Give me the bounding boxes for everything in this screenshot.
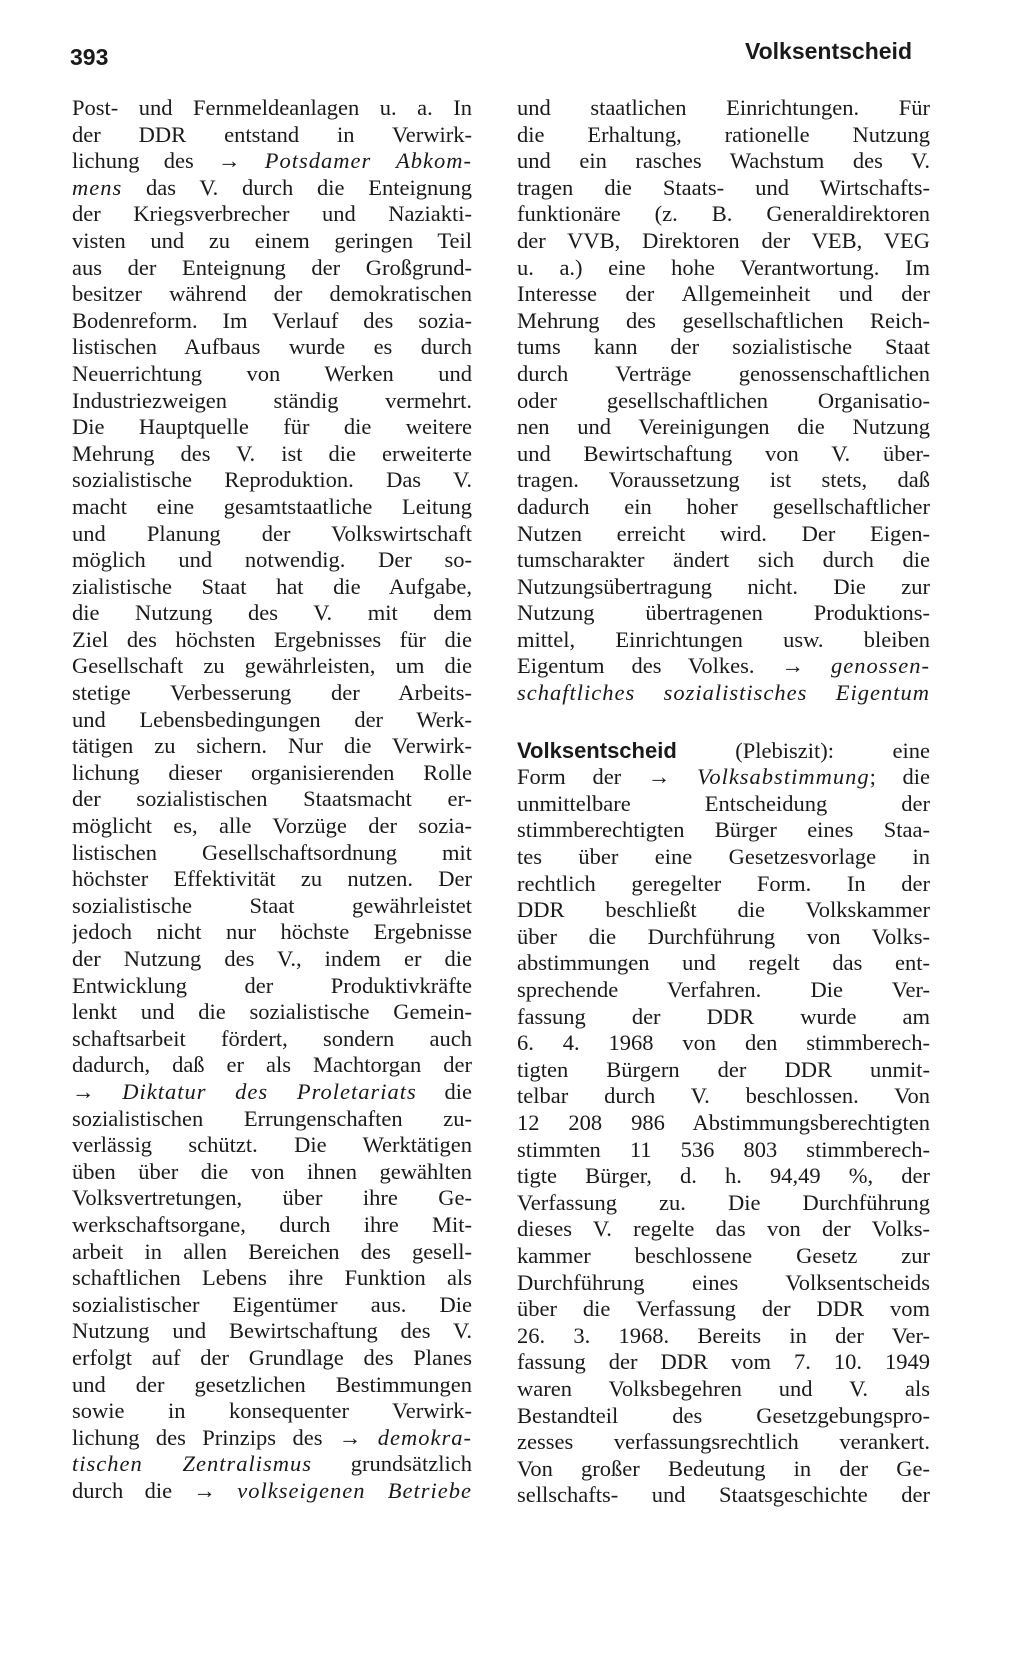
text-line (517, 388, 930, 415)
text-run: besitzer während der demokratischen (72, 281, 472, 307)
text-run: unmittelbare Entscheidung der (517, 790, 930, 816)
cross-reference: genossen- (831, 653, 930, 679)
text-line (72, 1318, 472, 1345)
text-run: über die Verfassung der DDR vom (517, 1296, 930, 1322)
text-line (72, 361, 472, 388)
text-run: die Nutzung des V. mit dem (72, 600, 472, 626)
text-line (72, 733, 472, 760)
text-run: oder gesellschaftlichen Organisatio- (517, 387, 930, 413)
text-run: dieses V. regelte das von der Volks- (517, 1216, 930, 1242)
text-line (517, 791, 930, 818)
text-line (72, 201, 472, 228)
text-run: 6. 4. 1968 von den stimmberech- (517, 1030, 930, 1056)
text-run: erfolgt auf der Grundlage des Planes (72, 1344, 472, 1370)
text-run: tätigen zu sichern. Nur die Verwirk- (72, 733, 472, 759)
text-run: Ziel des höchsten Ergebnisses für die (72, 626, 472, 652)
text-run: höchster Effektivität zu nutzen. Der (72, 866, 472, 892)
text-line (72, 1106, 472, 1133)
text-line (517, 1270, 930, 1297)
text-run: listischen Gesellschaftsordnung mit (72, 839, 472, 865)
text-line (517, 653, 930, 680)
text-run: tes über eine Gesetzesvorlage in (517, 844, 930, 870)
text-run: üben über die von ihnen gewählten (72, 1158, 472, 1184)
text-line (72, 1185, 472, 1212)
text-run: telbar durch V. beschlossen. Von (517, 1083, 930, 1109)
text-run: Mehrung des gesellschaftlichen Reich- (517, 307, 930, 333)
text-line (72, 1398, 472, 1425)
text-run: Neuerrichtung von Werken und (72, 360, 472, 386)
right-column (517, 95, 930, 1509)
text-run: → (72, 1078, 123, 1104)
text-run: listischen Aufbaus wurde es durch (72, 334, 472, 360)
text-line (72, 627, 472, 654)
text-line (72, 1239, 472, 1266)
text-line (517, 467, 930, 494)
text-run: sozialistische Reproduktion. Das V. (72, 467, 472, 493)
text-run: Interesse der Allgemeinheit und der (517, 281, 930, 307)
text-run: mittel, Einrichtungen usw. bleiben (517, 626, 930, 652)
text-run: sozialistischen Errungenschaften zu- (72, 1105, 472, 1131)
text-run: jedoch nicht nur höchste Ergebnisse (72, 919, 472, 945)
text-run: werkschaftsorgane, durch ihre Mit- (72, 1211, 472, 1237)
text-run: Eigentum des Volkes. → (517, 653, 832, 679)
text-run: schaftlichen Lebens ihre Funktion als (72, 1265, 472, 1291)
text-line (517, 122, 930, 149)
text-line (517, 844, 930, 871)
text-line (517, 308, 930, 335)
text-run: tumscharakter ändert sich durch die (517, 547, 930, 573)
cross-reference: demokra- (377, 1424, 472, 1450)
text-line (72, 1132, 472, 1159)
text-line (517, 1323, 930, 1350)
text-run: Post- und Fernmeldeanlagen u. a. In (72, 95, 472, 120)
text-line (517, 1163, 930, 1190)
text-line (72, 1372, 472, 1399)
text-line (72, 946, 472, 973)
text-line (517, 1403, 930, 1430)
text-line (72, 760, 472, 787)
text-line (517, 950, 930, 977)
text-run: grundsätzlich (312, 1451, 472, 1477)
text-run: sozialistische Staat gewährleistet (72, 892, 472, 918)
text-line (72, 866, 472, 893)
text-run: DDR beschließt die Volkskammer (517, 897, 930, 923)
text-line (72, 1292, 472, 1319)
running-head: Volksentscheid (744, 38, 912, 64)
text-line (517, 600, 930, 627)
text-run: Nutzung übertragenen Produktions- (517, 600, 930, 626)
text-line (517, 1057, 930, 1084)
text-run: nen und Vereinigungen die Nutzung (517, 414, 930, 440)
text-line (72, 175, 472, 202)
text-line (517, 547, 930, 574)
text-run: das V. durch die Enteignung (122, 174, 472, 200)
text-run: (Plebiszit): eine (676, 737, 930, 763)
text-run: und Lebensbedingungen der Werk- (72, 706, 472, 732)
text-line (517, 817, 930, 844)
cross-reference: volkseigenen Betriebe (237, 1477, 472, 1503)
text-run: Nutzung und Bewirtschaftung des V. (72, 1318, 472, 1344)
text-run: ; die (869, 764, 930, 790)
entry-gap (517, 707, 930, 738)
text-run: und Planung der Volkswirtschaft (72, 520, 472, 546)
text-line (517, 1296, 930, 1323)
text-line (517, 764, 930, 791)
text-run: fassung der DDR wurde am (517, 1003, 930, 1029)
left-column-lines (72, 95, 472, 1504)
text-run: tragen. Voraussetzung ist stets, daß (517, 467, 930, 493)
text-run: lichung des Prinzips des → (72, 1424, 378, 1450)
text-line (72, 999, 472, 1026)
text-run: tragen die Staats- und Wirtschafts- (517, 174, 930, 200)
text-line (72, 148, 472, 175)
text-line (517, 871, 930, 898)
text-line (517, 1243, 930, 1270)
cross-reference: Volksabstimmung (697, 764, 870, 790)
text-line (517, 1083, 930, 1110)
text-line (517, 1482, 930, 1509)
text-line (517, 738, 930, 765)
text-run: stetige Verbesserung der Arbeits- (72, 680, 472, 706)
text-line (517, 281, 930, 308)
text-line (517, 1456, 930, 1483)
text-run: der sozialistischen Staatsmacht er- (72, 786, 472, 812)
text-run: lenkt und die sozialistische Gemein- (72, 999, 472, 1025)
text-line (72, 388, 472, 415)
text-run: kammer beschlossene Gesetz zur (517, 1242, 930, 1268)
text-run: waren Volksbegehren und V. als (517, 1375, 930, 1401)
text-run: schaftsarbeit fördert, sondern auch (72, 1025, 472, 1051)
text-line (517, 1429, 930, 1456)
text-run: funktionäre (z. B. Generaldirektoren (517, 201, 930, 227)
entry-volksentscheid (517, 738, 930, 1509)
text-run: Verfassung zu. Die Durchführung (517, 1189, 930, 1215)
left-column (72, 95, 472, 1504)
text-line (72, 494, 472, 521)
text-run: Von großer Bedeutung in der Ge- (517, 1455, 930, 1481)
text-line (517, 924, 930, 951)
text-run: der Nutzung des V., indem er die (72, 946, 472, 971)
text-run: sellschafts- und Staatsgeschichte der (517, 1482, 930, 1508)
text-run: der VVB, Direktoren der VEB, VEG (517, 227, 930, 253)
text-run: aus der Enteignung der Großgrund- (72, 254, 472, 280)
text-run: sozialistischer Eigentümer aus. Die (72, 1291, 472, 1317)
text-line (517, 361, 930, 388)
text-run: stimmberechtigten Bürger eines Staa- (517, 817, 930, 843)
text-run: 26. 3. 1968. Bereits in der Ver- (517, 1322, 930, 1348)
text-run: Mehrung des V. ist die erweiterte (72, 440, 472, 466)
text-line (72, 1026, 472, 1053)
text-line (517, 1137, 930, 1164)
text-line (72, 1265, 472, 1292)
text-line (72, 680, 472, 707)
text-run: Nutzungsübertragung nicht. Die zur (517, 573, 930, 599)
text-line (517, 1190, 930, 1217)
text-line (517, 175, 930, 202)
text-run: sowie in konsequenter Verwirk- (72, 1398, 472, 1424)
text-line (72, 973, 472, 1000)
text-line (517, 414, 930, 441)
cross-reference: Diktatur des Proletariats (122, 1078, 417, 1104)
cross-reference: tischen Zentralismus (72, 1451, 313, 1477)
text-line (72, 95, 472, 122)
text-run: tums kann der sozialistische Staat (517, 334, 930, 360)
text-line (517, 1004, 930, 1031)
text-line (517, 897, 930, 924)
page-number: 393 (70, 44, 109, 70)
text-run: und Bewirtschaftung von V. über- (517, 440, 930, 466)
text-line (72, 467, 472, 494)
text-run: und der gesetzlichen Bestimmungen (72, 1371, 472, 1397)
text-run: die (416, 1078, 472, 1104)
text-run: Volksvertretungen, über ihre Ge- (72, 1185, 472, 1211)
right-column-continuation (517, 95, 930, 707)
text-line (517, 1030, 930, 1057)
text-line (72, 255, 472, 282)
text-run: u. a.) eine hohe Verantwortung. Im (517, 254, 930, 280)
text-run: dadurch ein hoher gesellschaftlicher (517, 493, 930, 519)
text-run: 12 208 986 Abstimmungsberechtigten (517, 1109, 930, 1135)
text-line (72, 1451, 472, 1478)
text-line (517, 95, 930, 122)
text-run: über die Durchführung von Volks- (517, 923, 930, 949)
text-run: Die Hauptquelle für die weitere (72, 414, 472, 440)
text-run: die Erhaltung, rationelle Nutzung (517, 121, 930, 147)
headword: Volksentscheid (517, 737, 677, 763)
text-run: der Kriegsverbrecher und Naziakti- (72, 201, 472, 227)
cross-reference: mens (72, 174, 123, 200)
text-line (72, 1079, 472, 1106)
text-run: fassung der DDR vom 7. 10. 1949 (517, 1349, 930, 1375)
cross-reference: schaftliches sozialistisches Eigentum (517, 680, 930, 706)
text-line (72, 1212, 472, 1239)
text-line (72, 1478, 472, 1505)
text-run: der DDR entstand in Verwirk- (72, 121, 472, 147)
text-line (517, 1376, 930, 1403)
text-line (517, 680, 930, 707)
text-run: Gesellschaft zu gewährleisten, um die (72, 653, 472, 679)
text-line (72, 281, 472, 308)
text-line (72, 600, 472, 627)
text-run: Form der → (517, 764, 698, 790)
text-line (72, 1345, 472, 1372)
text-line (517, 228, 930, 255)
text-run: möglich und notwendig. Der so- (72, 547, 472, 573)
text-line (72, 441, 472, 468)
text-line (72, 653, 472, 680)
text-line (517, 441, 930, 468)
text-run: dadurch, daß er als Machtorgan der (72, 1052, 472, 1078)
text-run: lichung des → (72, 148, 265, 174)
text-run: Bodenreform. Im Verlauf des sozia- (72, 307, 472, 333)
text-run: möglicht es, alle Vorzüge der sozia- (72, 813, 472, 839)
text-line (72, 414, 472, 441)
text-run: lichung dieser organisierenden Rolle (72, 759, 472, 785)
text-run: arbeit in allen Bereichen des gesell- (72, 1238, 472, 1264)
text-run: Bestandteil des Gesetzgebungspro- (517, 1402, 930, 1428)
text-line (517, 334, 930, 361)
text-line (517, 977, 930, 1004)
text-line (72, 1159, 472, 1186)
text-line (72, 707, 472, 734)
text-run: Industriezweigen ständig vermehrt. (72, 387, 472, 413)
text-line (72, 1425, 472, 1452)
text-line (72, 308, 472, 335)
text-line (517, 494, 930, 521)
text-run: zialistische Staat hat die Aufgabe, (72, 573, 472, 599)
text-run: macht eine gesamtstaatliche Leitung (72, 493, 472, 519)
text-run: Durchführung eines Volksentscheids (517, 1269, 930, 1295)
text-run: visten und zu einem geringen Teil (72, 227, 472, 253)
cross-reference: Potsdamer Abkom- (264, 148, 472, 174)
text-line (517, 627, 930, 654)
text-line (72, 334, 472, 361)
text-line (72, 228, 472, 255)
text-run: rechtlich geregelter Form. In der (517, 870, 930, 896)
text-run: tigten Bürgern der DDR unmit- (517, 1056, 930, 1082)
text-run: und staatlichen Einrichtungen. Für (517, 95, 930, 120)
text-line (517, 1216, 930, 1243)
text-run: und ein rasches Wachstum des V. (517, 148, 930, 174)
text-line (72, 840, 472, 867)
text-line (72, 813, 472, 840)
text-line (72, 521, 472, 548)
text-line (72, 893, 472, 920)
text-line (517, 1349, 930, 1376)
text-line (517, 255, 930, 282)
text-run: zesses verfassungsrechtlich verankert. (517, 1429, 930, 1455)
text-run: durch Verträge genossenschaftlichen (517, 360, 930, 386)
text-run: verlässig schützt. Die Werktätigen (72, 1132, 472, 1158)
text-line (72, 919, 472, 946)
text-line (72, 574, 472, 601)
text-line (72, 122, 472, 149)
text-line (517, 521, 930, 548)
text-line (72, 1052, 472, 1079)
text-run: Nutzen erreicht wird. Der Eigen- (517, 520, 930, 546)
text-run: durch die → (72, 1477, 238, 1503)
text-line (517, 201, 930, 228)
text-line (72, 547, 472, 574)
text-line (517, 148, 930, 175)
text-run: abstimmungen und regelt das ent- (517, 950, 930, 976)
text-line (517, 1110, 930, 1137)
text-line (72, 786, 472, 813)
text-line (517, 574, 930, 601)
text-run: sprechende Verfahren. Die Ver- (517, 977, 930, 1002)
text-run: stimmten 11 536 803 stimmberech- (517, 1136, 930, 1162)
text-run: Entwicklung der Produktivkräfte (72, 972, 472, 998)
text-run: tigte Bürger, d. h. 94,49 %, der (517, 1163, 930, 1189)
